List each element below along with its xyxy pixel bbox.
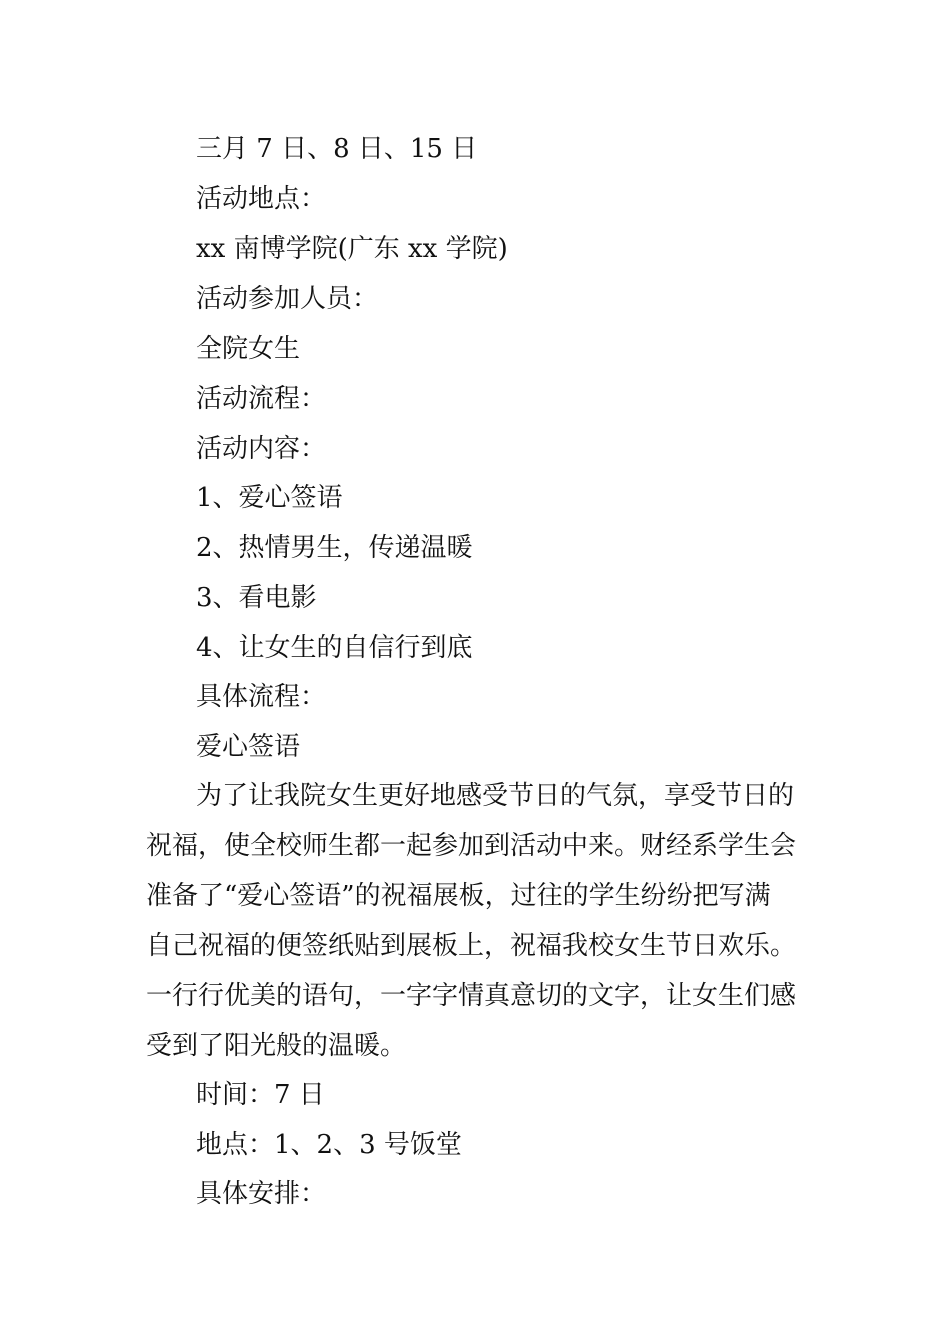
content-item-1: 1、爱心签语 xyxy=(196,483,343,513)
content-item-4: 4、让女生的自信行到底 xyxy=(196,633,473,663)
paragraph-line: 准备了“爱心签语”的祝福展板，过往的学生纷纷把写满 xyxy=(146,881,771,911)
location-heading: 活动地点： xyxy=(196,184,327,214)
participants-value: 全院女生 xyxy=(196,334,301,364)
content-item-2: 2、热情男生，传递温暖 xyxy=(196,533,473,563)
detail-process-heading: 具体流程： xyxy=(196,682,327,712)
content-heading: 活动内容： xyxy=(196,434,327,464)
content-item-3: 3、看电影 xyxy=(196,583,317,613)
location-value: xx 南博学院(广东 xx 学院) xyxy=(196,234,508,264)
process-heading: 活动流程： xyxy=(196,384,327,414)
arrangement-heading: 具体安排： xyxy=(196,1179,327,1209)
paragraph-line: 为了让我院女生更好地感受节日的气氛，享受节日的 xyxy=(196,781,795,811)
section-title-love-signature: 爱心签语 xyxy=(196,732,301,762)
paragraph-line: 一行行优美的语句，一字字情真意切的文字，让女生们感 xyxy=(146,981,797,1011)
paragraph-line: 受到了阳光般的温暖。 xyxy=(146,1031,407,1061)
place-line: 地点：1、2、3 号饭堂 xyxy=(196,1130,462,1160)
time-line: 时间：7 日 xyxy=(196,1080,325,1110)
paragraph-line: 自己祝福的便签纸贴到展板上，祝福我校女生节日欢乐。 xyxy=(146,931,797,961)
description-paragraph xyxy=(146,780,811,1080)
paragraph-line: 祝福，使全校师生都一起参加到活动中来。财经系学生会 xyxy=(146,831,797,861)
participants-heading: 活动参加人员： xyxy=(196,284,379,314)
activity-dates: 三月 7 日、8 日、15 日 xyxy=(196,134,478,164)
